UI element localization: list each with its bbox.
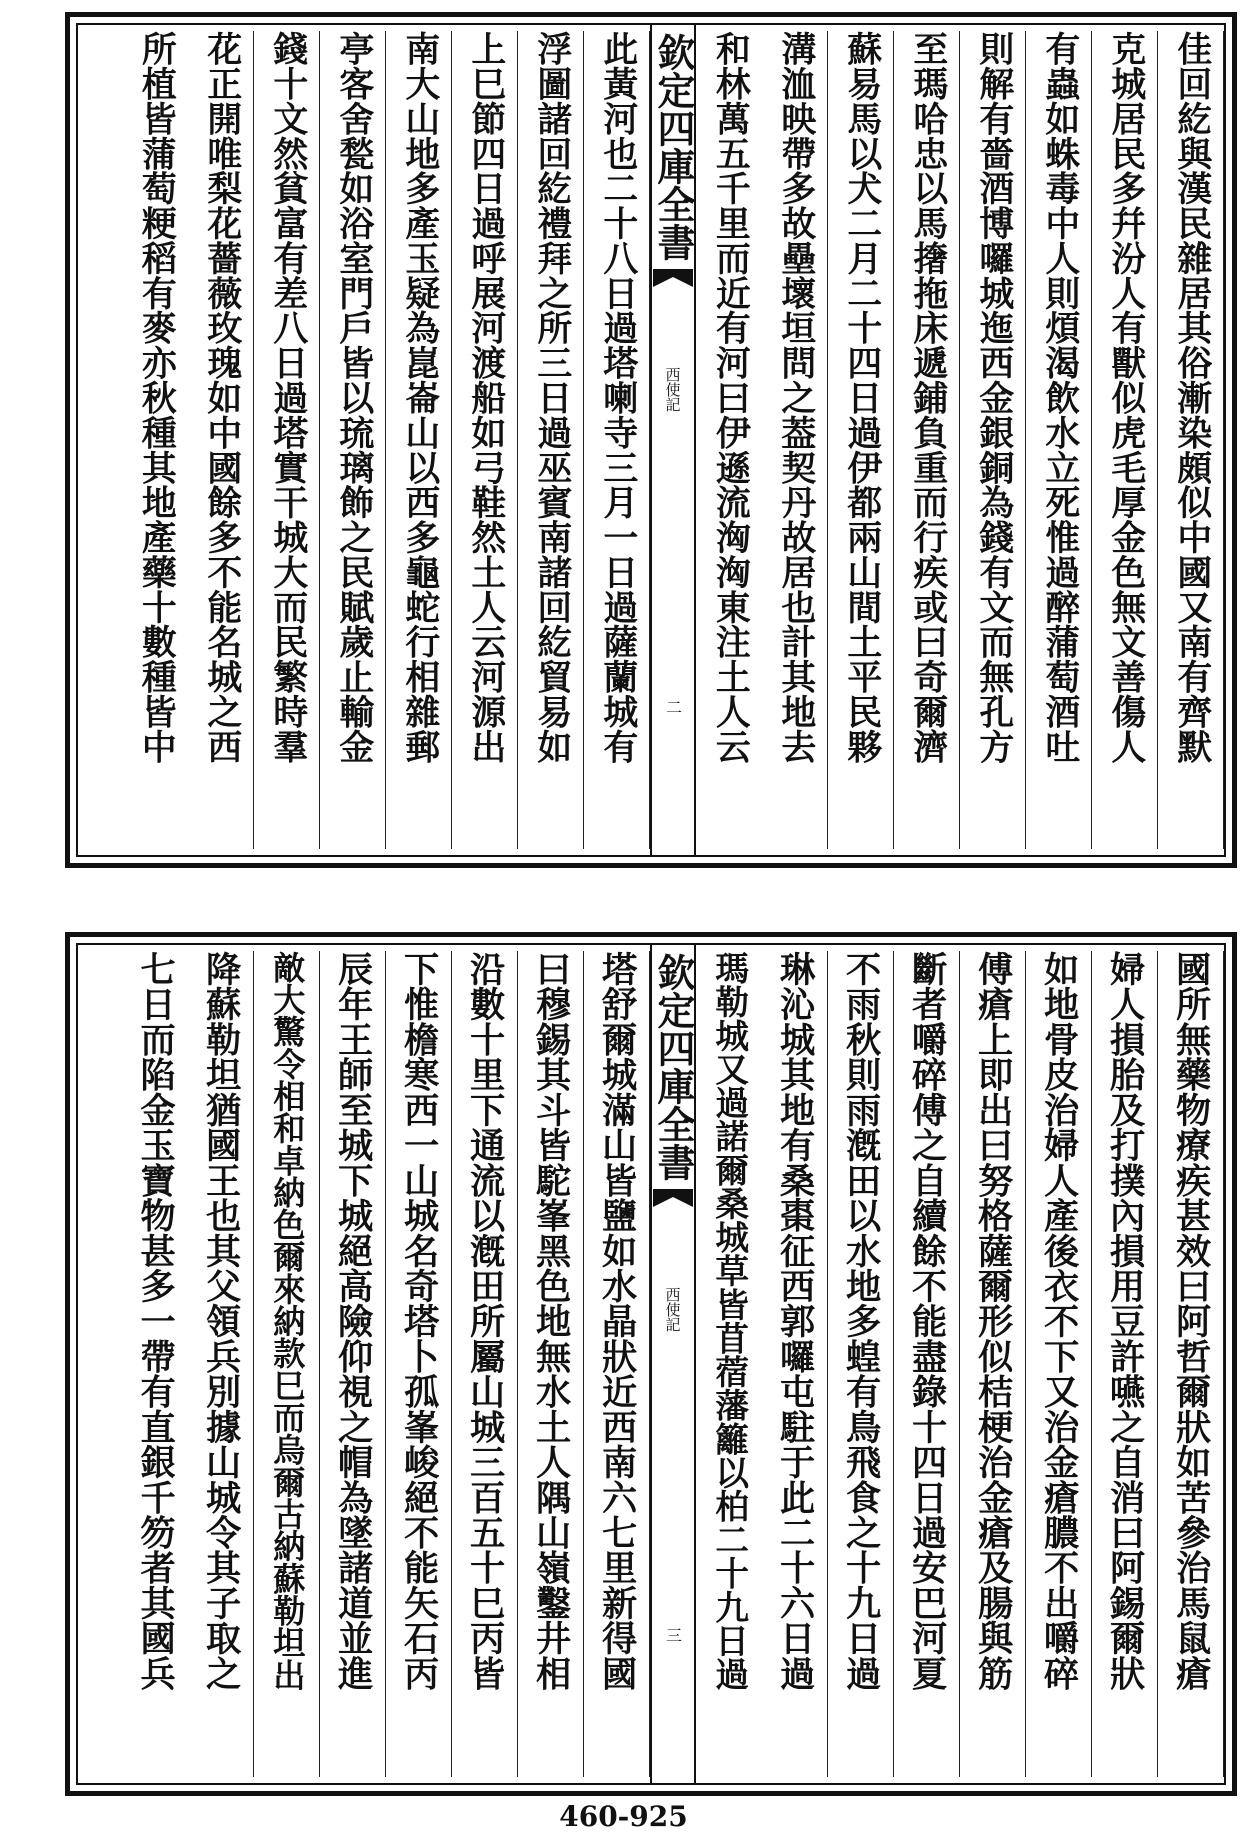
book-title: 欽定四庫全書: [651, 953, 696, 1181]
text-column: 琳沁城其地有桑棗征西郭囉屯駐于此二十六日過: [762, 951, 828, 1777]
center-gutter: [650, 945, 696, 1783]
top-page-frame: [76, 23, 1226, 857]
text-column: 瑪勒城又過諾爾桑城草皆苜蓿藩籬以柏二十九日過: [709, 951, 750, 1691]
text-column: 上巳節四日過呼展河渡船如弓鞋然土人云河源出: [452, 31, 518, 849]
text-column: 和林萬五千里而近有河曰伊遜流洶洶東注土人云: [709, 31, 751, 764]
text-column: 南大山地多產玉疑為崑崙山以西多龜蛇行相雜郵: [386, 31, 452, 849]
text-column: 婦人損胎及打撲內損用豆許嚥之自消曰阿錫爾狀: [1092, 951, 1158, 1777]
text-column: 此黃河也二十八日過塔喇寺三月一日過薩蘭城有: [584, 31, 650, 849]
text-column: 則解有嗇酒博囉城迤西金銀銅為錢有文而無孔方: [960, 31, 1026, 849]
page-number: 二: [663, 699, 683, 715]
text-column: 不雨秋則雨漑田以水地多蝗有鳥飛食之十九日過: [828, 951, 894, 1777]
book-title: 欽定四庫全書: [651, 33, 696, 261]
text-column: 錢十文然貧富有差八日過塔實干城大而民繁時羣: [254, 31, 320, 849]
text-column: 溝洫映帶多故壘壞垣問之葢契丹故居也計其地去: [762, 31, 828, 849]
top-page: [65, 12, 1237, 868]
text-column: 亭客舍甃如浴室門戶皆以琉璃飾之民賦歲止輸金: [320, 31, 386, 849]
center-gutter: [650, 25, 696, 855]
text-column: 至瑪哈忠以馬撦拖床遞鋪負重而行疾或曰奇爾濟: [894, 31, 960, 849]
text-column: 蘇易馬以犬二月二十四日過伊都兩山間土平民夥: [828, 31, 894, 849]
bottom-page-frame: [76, 943, 1226, 1785]
text-column: 所植皆蒲萄粳稻有麥亦秋種其地產藥十數種皆中: [135, 31, 177, 764]
text-column: 沿數十里下通流以漑田所屬山城三百五十巳丙皆: [452, 951, 518, 1777]
text-column: 傅瘡上即出曰努格薩爾形似桔梗治金瘡及腸與筋: [960, 951, 1026, 1777]
text-column: 斷者嚼碎傅之自續餘不能盡錄十四日過安巴河夏: [894, 951, 960, 1777]
text-column: 如地骨皮治婦人產後衣不下又治金瘡膿不出嚼碎: [1026, 951, 1092, 1777]
text-column: 花正開唯梨花薔薇玫瑰如中國餘多不能名城之西: [188, 31, 254, 849]
text-column: 降蘇勒坦猶國王也其父領兵別據山城令其子取之: [188, 951, 254, 1777]
text-column: 佳回紇與漢民雜居其俗漸染頗似中國又南有齊默: [1158, 31, 1224, 849]
text-column: 辰年王師至城下城絕高險仰視之帽為墜諸道並進: [320, 951, 386, 1777]
bottom-page: [65, 932, 1237, 1796]
text-column: 浮圖諸回紇禮拜之所三日過巫賓南諸回紇貿易如: [518, 31, 584, 849]
text-column: 塔舒爾城滿山皆鹽如水晶狀近西南六七里新得國: [584, 951, 650, 1777]
fish-tail-mark-icon: [653, 269, 693, 287]
footer-page-number: 460-925: [559, 1800, 688, 1833]
section-title: 西使記: [663, 1287, 682, 1332]
text-column: 七日而陷金玉寶物甚多一帶有直銀千笏者其國兵: [134, 951, 176, 1691]
text-column: 曰穆錫其斗皆駝峯黑色地無水土人隅山嶺鑿井相: [518, 951, 584, 1777]
page-number: 三: [663, 1627, 683, 1643]
text-column: 敵大驚令相和卓納色爾來納款巳而烏爾古納蘇勒坦出: [254, 951, 320, 1777]
text-column: 下惟檐寒西一山城名奇塔卜孤峯峻絕不能矢石丙: [386, 951, 452, 1777]
section-title: 西使記: [663, 367, 682, 412]
fish-tail-mark-icon: [653, 1189, 693, 1207]
text-column: 有蟲如蛛毒中人則煩渴飲水立死惟過醉蒲萄酒吐: [1026, 31, 1092, 849]
text-column: 國所無藥物療疾甚效曰阿哲爾狀如苦參治馬鼠瘡: [1158, 951, 1224, 1777]
text-column: 克城居民多幷汾人有獸似虎毛厚金色無文善傷人: [1092, 31, 1158, 849]
